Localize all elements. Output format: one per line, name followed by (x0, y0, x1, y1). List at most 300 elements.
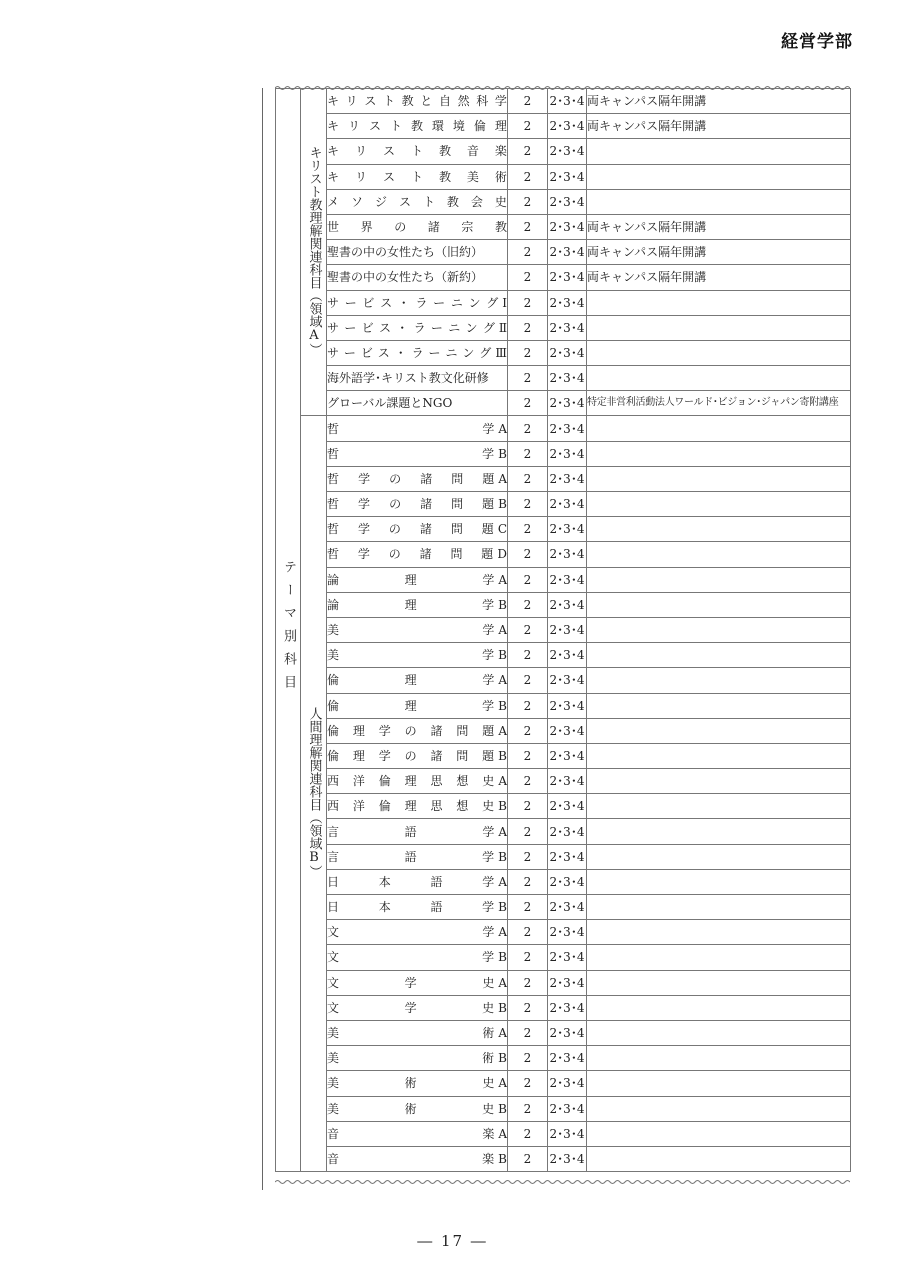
course-name-wrap (327, 195, 507, 209)
note-cell (587, 290, 851, 315)
course-name: サ ー ビ ス ・ ラ ー ニ ン グ (327, 295, 499, 310)
course-name: キ リ ス ト 教 美 術 (327, 169, 507, 184)
table-row (276, 995, 851, 1020)
course-name: 音 楽 (327, 1126, 495, 1141)
course-name-wrap (327, 547, 507, 561)
course-name: キ リ ス ト 教 と 自 然 科 学 (327, 94, 507, 109)
course-section: B (498, 446, 507, 461)
credits-cell: 2 (508, 441, 548, 466)
course-name-cell (327, 391, 508, 416)
course-section: A (498, 572, 507, 587)
table-row (276, 819, 851, 844)
table-row (276, 466, 851, 491)
page-number: ― 17 ― (417, 1232, 488, 1250)
course-name-cell (327, 794, 508, 819)
year-cell: 2･3･4 (548, 945, 587, 970)
note-cell: 両キャンパス隔年開講 (587, 240, 851, 265)
note-cell (587, 567, 851, 592)
table-row (276, 769, 851, 794)
course-section: D (497, 547, 507, 562)
course-name: 倫 理 学 の 諸 問 題 (327, 723, 495, 738)
course-name-wrap (327, 371, 507, 385)
course-name: 文 学 史 (327, 1000, 495, 1015)
credits-cell: 2 (508, 945, 548, 970)
course-name-wrap (327, 673, 507, 687)
credits-cell: 2 (508, 643, 548, 668)
table-row (276, 139, 851, 164)
course-name: 哲 学 (327, 421, 495, 436)
year-cell: 2･3･4 (548, 441, 587, 466)
credits-cell: 2 (508, 743, 548, 768)
course-section: B (498, 1051, 507, 1066)
credits-cell: 2 (508, 517, 548, 542)
note-cell: 両キャンパス隔年開講 (587, 89, 851, 114)
table-row (276, 441, 851, 466)
course-name-cell (327, 1096, 508, 1121)
note-cell (587, 895, 851, 920)
course-name: 哲 学 の 諸 問 題 (327, 522, 494, 537)
course-name-wrap (327, 925, 507, 939)
course-name: 西 洋 倫 理 思 想 史 (327, 774, 495, 789)
course-name: 美 術 史 (327, 1101, 495, 1116)
year-cell: 2･3･4 (548, 895, 587, 920)
course-name-cell (327, 819, 508, 844)
course-name-cell (327, 844, 508, 869)
credits-cell: 2 (508, 1071, 548, 1096)
course-name-wrap (327, 774, 507, 788)
year-cell: 2･3･4 (548, 366, 587, 391)
table-row (276, 517, 851, 542)
course-section: A (498, 774, 507, 789)
table-row (276, 416, 851, 441)
course-name-cell (327, 1071, 508, 1096)
note-cell (587, 769, 851, 794)
note-cell (587, 189, 851, 214)
note-cell (587, 1146, 851, 1171)
course-name-wrap (327, 422, 507, 436)
course-section: B (498, 900, 507, 915)
year-cell: 2･3･4 (548, 1096, 587, 1121)
table-row (276, 214, 851, 239)
course-name: 哲 学 (327, 446, 495, 461)
credits-cell: 2 (508, 718, 548, 743)
note-cell (587, 794, 851, 819)
course-name-wrap (327, 522, 507, 536)
note-cell (587, 920, 851, 945)
margin-rule (262, 88, 263, 1190)
course-section: B (498, 1151, 507, 1166)
table-row (276, 592, 851, 617)
course-name-cell (327, 517, 508, 542)
year-cell: 2･3･4 (548, 290, 587, 315)
credits-cell: 2 (508, 794, 548, 819)
course-name-wrap (327, 497, 507, 511)
course-section: A (498, 421, 507, 436)
category-label: テーマ別科目 (281, 559, 296, 698)
category-cell (276, 89, 301, 1172)
year-cell: 2･3･4 (548, 164, 587, 189)
group-cell (301, 89, 327, 416)
table-row (276, 693, 851, 718)
course-section: B (498, 799, 507, 814)
course-name-cell (327, 1046, 508, 1071)
course-name-cell (327, 466, 508, 491)
year-cell: 2･3･4 (548, 139, 587, 164)
course-name: 美 術 史 (327, 1076, 495, 1091)
credits-cell: 2 (508, 139, 548, 164)
course-name: キ リ ス ト 教 環 境 倫 理 (327, 119, 507, 134)
course-name: 音 楽 (327, 1151, 495, 1166)
note-cell (587, 592, 851, 617)
course-name-wrap (327, 648, 507, 662)
course-name: 美 学 (327, 648, 495, 663)
note-cell (587, 542, 851, 567)
year-cell: 2･3･4 (548, 592, 587, 617)
year-cell: 2･3･4 (548, 89, 587, 114)
course-name-wrap (327, 396, 507, 410)
course-name-wrap (327, 296, 507, 310)
course-section: B (498, 1000, 507, 1015)
table-row (276, 189, 851, 214)
note-cell (587, 718, 851, 743)
table-row (276, 315, 851, 340)
note-cell (587, 492, 851, 517)
note-cell (587, 416, 851, 441)
course-name: サ ー ビ ス ・ ラ ー ニ ン グ (327, 320, 495, 335)
note-cell (587, 869, 851, 894)
course-name: 文 学 (327, 950, 495, 965)
course-name-wrap (327, 447, 507, 461)
table-row (276, 1146, 851, 1171)
course-name: 美 学 (327, 623, 495, 638)
year-cell: 2･3･4 (548, 391, 587, 416)
course-name-cell (327, 567, 508, 592)
course-name-cell (327, 492, 508, 517)
table-row (276, 240, 851, 265)
course-name-wrap (327, 119, 507, 133)
year-cell: 2･3･4 (548, 794, 587, 819)
course-name-cell (327, 1020, 508, 1045)
course-name-cell (327, 340, 508, 365)
course-table-wrapper (275, 88, 850, 1172)
note-cell: 両キャンパス隔年開講 (587, 114, 851, 139)
credits-cell: 2 (508, 920, 548, 945)
note-cell (587, 441, 851, 466)
course-section: B (498, 597, 507, 612)
table-row (276, 743, 851, 768)
course-name: 文 学 (327, 925, 495, 940)
course-section: Ⅰ (502, 295, 507, 310)
course-name-cell (327, 995, 508, 1020)
course-name-cell (327, 290, 508, 315)
course-name-wrap (327, 900, 507, 914)
course-name-cell (327, 114, 508, 139)
table-row (276, 920, 851, 945)
course-name-wrap (327, 799, 507, 813)
note-cell (587, 315, 851, 340)
credits-cell: 2 (508, 592, 548, 617)
year-cell: 2･3･4 (548, 265, 587, 290)
course-name: 倫 理 学 (327, 698, 495, 713)
course-section: B (498, 748, 507, 763)
credits-cell: 2 (508, 1020, 548, 1045)
note-cell (587, 139, 851, 164)
credits-cell: 2 (508, 995, 548, 1020)
year-cell: 2･3･4 (548, 340, 587, 365)
table-row (276, 895, 851, 920)
credits-cell: 2 (508, 567, 548, 592)
course-name-cell (327, 769, 508, 794)
course-name: 哲 学 の 諸 問 題 (327, 547, 494, 562)
year-cell: 2･3･4 (548, 517, 587, 542)
course-name-wrap (327, 220, 507, 234)
credits-cell: 2 (508, 114, 548, 139)
year-cell: 2･3･4 (548, 240, 587, 265)
credits-cell: 2 (508, 391, 548, 416)
course-name-cell (327, 366, 508, 391)
course-name-wrap (327, 623, 507, 637)
page-header-title: 経営学部 (781, 32, 853, 52)
note-cell (587, 743, 851, 768)
note-cell (587, 164, 851, 189)
table-row (276, 869, 851, 894)
credits-cell: 2 (508, 668, 548, 693)
table-row (276, 1121, 851, 1146)
course-name-cell (327, 189, 508, 214)
table-row (276, 617, 851, 642)
credits-cell: 2 (508, 1046, 548, 1071)
bottom-break-line (275, 1179, 850, 1185)
course-name-wrap (327, 598, 507, 612)
course-name: 美 術 (327, 1051, 495, 1066)
year-cell: 2･3･4 (548, 466, 587, 491)
table-row (276, 542, 851, 567)
group-label: キリスト教理解関連科目（領域A） (306, 145, 322, 356)
year-cell: 2･3･4 (548, 769, 587, 794)
note-cell (587, 1020, 851, 1045)
credits-cell: 2 (508, 869, 548, 894)
course-name: グローバル課題とNGO (327, 396, 453, 411)
table-row (276, 1096, 851, 1121)
credits-cell: 2 (508, 189, 548, 214)
course-name-wrap (327, 724, 507, 738)
course-section: B (498, 648, 507, 663)
note-cell: 特定非営利活動法人ワールド･ビジョン･ジャパン寄附講座 (587, 391, 851, 416)
course-name-wrap (327, 1026, 507, 1040)
credits-cell: 2 (508, 769, 548, 794)
course-section: B (498, 497, 507, 512)
year-cell: 2･3･4 (548, 416, 587, 441)
table-row (276, 567, 851, 592)
table-row (276, 718, 851, 743)
course-section: B (498, 1101, 507, 1116)
course-name-cell (327, 441, 508, 466)
course-section: B (498, 950, 507, 965)
credits-cell: 2 (508, 819, 548, 844)
credits-cell: 2 (508, 290, 548, 315)
year-cell: 2･3･4 (548, 1046, 587, 1071)
table-row (276, 340, 851, 365)
year-cell: 2･3･4 (548, 315, 587, 340)
course-name-wrap (327, 144, 507, 158)
course-name-wrap (327, 749, 507, 763)
credits-cell: 2 (508, 265, 548, 290)
credits-cell: 2 (508, 970, 548, 995)
course-name-wrap (327, 270, 507, 284)
course-name-wrap (327, 472, 507, 486)
course-name: キ リ ス ト 教 音 楽 (327, 144, 507, 159)
course-section: A (498, 975, 507, 990)
course-name-cell (327, 920, 508, 945)
table-row (276, 844, 851, 869)
note-cell (587, 693, 851, 718)
course-section: A (498, 471, 507, 486)
course-name: 文 学 史 (327, 975, 495, 990)
table-row (276, 643, 851, 668)
course-name: 倫 理 学 (327, 673, 495, 688)
course-name-cell (327, 970, 508, 995)
table-row (276, 1046, 851, 1071)
year-cell: 2･3･4 (548, 869, 587, 894)
course-name-wrap (327, 950, 507, 964)
course-name-cell (327, 542, 508, 567)
course-name-cell (327, 315, 508, 340)
note-cell (587, 668, 851, 693)
course-name-cell (327, 643, 508, 668)
course-name-wrap (327, 825, 507, 839)
note-cell: 両キャンパス隔年開講 (587, 265, 851, 290)
course-name: 哲 学 の 諸 問 題 (327, 471, 495, 486)
note-cell (587, 617, 851, 642)
year-cell: 2･3･4 (548, 819, 587, 844)
course-name-cell (327, 416, 508, 441)
credits-cell: 2 (508, 214, 548, 239)
credits-cell: 2 (508, 693, 548, 718)
course-name-wrap (327, 321, 507, 335)
course-name-cell (327, 240, 508, 265)
course-name-cell (327, 743, 508, 768)
course-name-wrap (327, 346, 507, 360)
course-name-wrap (327, 699, 507, 713)
year-cell: 2･3･4 (548, 1020, 587, 1045)
table-row (276, 970, 851, 995)
course-name-cell (327, 693, 508, 718)
course-name-cell (327, 1146, 508, 1171)
course-name-cell (327, 1121, 508, 1146)
course-section: Ⅲ (495, 345, 507, 360)
course-name-cell (327, 718, 508, 743)
course-section: A (498, 673, 507, 688)
course-name-wrap (327, 976, 507, 990)
year-cell: 2･3･4 (548, 743, 587, 768)
table-row (276, 290, 851, 315)
course-name-wrap (327, 170, 507, 184)
table-row (276, 391, 851, 416)
course-name-cell (327, 214, 508, 239)
course-name-cell (327, 265, 508, 290)
note-cell (587, 1071, 851, 1096)
note-cell (587, 466, 851, 491)
year-cell: 2･3･4 (548, 617, 587, 642)
note-cell (587, 1046, 851, 1071)
note-cell (587, 517, 851, 542)
course-section: A (498, 925, 507, 940)
credits-cell: 2 (508, 1096, 548, 1121)
credits-cell: 2 (508, 315, 548, 340)
note-cell (587, 1121, 851, 1146)
course-name-cell (327, 592, 508, 617)
course-name-wrap (327, 573, 507, 587)
course-name-cell (327, 164, 508, 189)
course-name: 論 理 学 (327, 572, 495, 587)
note-cell (587, 945, 851, 970)
course-name: 海外語学･キリスト教文化研修 (327, 371, 489, 386)
year-cell: 2･3･4 (548, 114, 587, 139)
course-name-wrap (327, 875, 507, 889)
course-section: A (498, 723, 507, 738)
course-name: メ ソ ジ ス ト 教 会 史 (327, 194, 507, 209)
course-table (275, 88, 851, 1172)
course-name: 西 洋 倫 理 思 想 史 (327, 799, 495, 814)
group-label: 人間理解関連科目（領域B） (306, 706, 322, 878)
year-cell: 2･3･4 (548, 542, 587, 567)
course-section: A (498, 1076, 507, 1091)
course-name: 言 語 学 (327, 849, 495, 864)
course-section: A (498, 1026, 507, 1041)
course-name-wrap (327, 1001, 507, 1015)
credits-cell: 2 (508, 366, 548, 391)
course-name-cell (327, 869, 508, 894)
course-name: 言 語 学 (327, 824, 495, 839)
year-cell: 2･3･4 (548, 1121, 587, 1146)
course-section: A (498, 824, 507, 839)
credits-cell: 2 (508, 240, 548, 265)
credits-cell: 2 (508, 416, 548, 441)
note-cell (587, 340, 851, 365)
year-cell: 2･3･4 (548, 970, 587, 995)
table-row (276, 1020, 851, 1045)
table-row (276, 265, 851, 290)
course-name: 世 界 の 諸 宗 教 (327, 220, 507, 235)
course-name-cell (327, 668, 508, 693)
course-name: 日 本 語 学 (327, 874, 495, 889)
note-cell (587, 970, 851, 995)
credits-cell: 2 (508, 617, 548, 642)
year-cell: 2･3･4 (548, 643, 587, 668)
course-name-wrap (327, 1102, 507, 1116)
year-cell: 2･3･4 (548, 1146, 587, 1171)
note-cell (587, 995, 851, 1020)
course-name-cell (327, 89, 508, 114)
course-name: 日 本 語 学 (327, 900, 495, 915)
table-row (276, 164, 851, 189)
credits-cell: 2 (508, 164, 548, 189)
course-name: 哲 学 の 諸 問 題 (327, 497, 495, 512)
credits-cell: 2 (508, 340, 548, 365)
course-name: 聖書の中の女性たち（新約） (327, 270, 484, 285)
credits-cell: 2 (508, 1146, 548, 1171)
year-cell: 2･3･4 (548, 668, 587, 693)
year-cell: 2･3･4 (548, 1071, 587, 1096)
course-name-wrap (327, 1076, 507, 1090)
credits-cell: 2 (508, 895, 548, 920)
table-row (276, 89, 851, 114)
course-section: Ⅱ (498, 320, 507, 335)
note-cell (587, 844, 851, 869)
table-row (276, 492, 851, 517)
year-cell: 2･3･4 (548, 995, 587, 1020)
course-name-wrap (327, 1127, 507, 1141)
